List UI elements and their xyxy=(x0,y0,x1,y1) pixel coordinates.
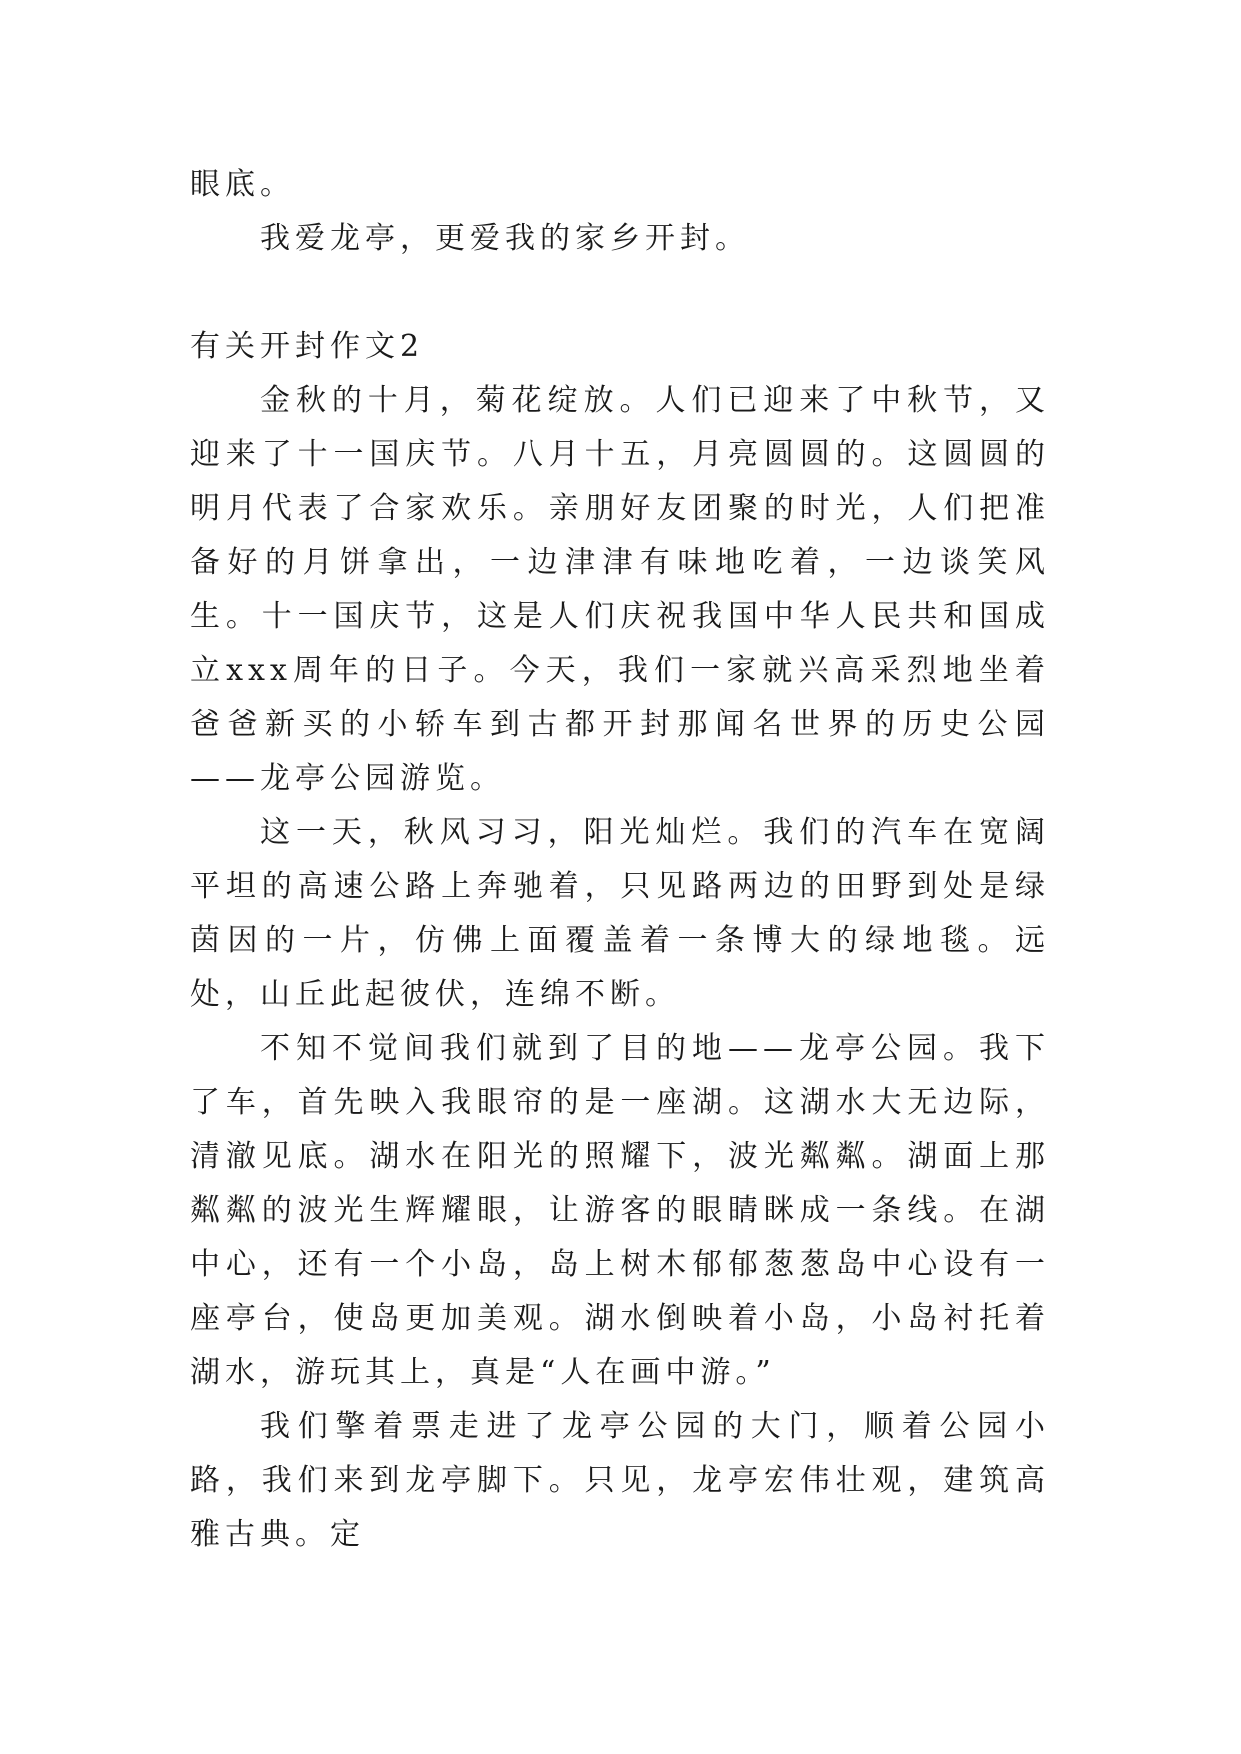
paragraph: 这一天，秋风习习，阳光灿烂。我们的汽车在宽阔平坦的高速公路上奔驰着，只见路两边的田野到处是绿茵因的一片，仿佛上面覆盖着一条博大的绿地毯。远处，山丘此起彼伏，连绵不断。 xyxy=(190,815,1050,1012)
document-body xyxy=(190,158,1050,1562)
previous-essay-closing: 我爱龙亭，更爱我的家乡开封。 xyxy=(260,221,750,256)
paragraph: 我们擎着票走进了龙亭公园的大门，顺着公园小路，我们来到龙亭脚下。只见，龙亭宏伟壮观，建筑高雅古典。定 xyxy=(190,1409,1050,1552)
previous-essay-last-line: 眼底。 xyxy=(190,167,295,202)
essay-title: 有关开封作文2 xyxy=(190,329,425,364)
paragraph: 不知不觉间我们就到了目的地——龙亭公园。我下了车，首先映入我眼帘的是一座湖。这湖水大无边际，清澈见底。湖水在阳光的照耀下，波光粼粼。湖面上那粼粼的波光生辉耀眼，让游客的眼睛眯成一条线。在湖中心，还有一个小岛，岛上树木郁郁葱葱岛中心设有一座亭台，使岛更加美观。湖水倒映着小岛，小岛衬托着湖水，游玩其上，真是“人在画中游。” xyxy=(190,1031,1050,1390)
paragraph: 金秋的十月，菊花绽放。人们已迎来了中秋节，又迎来了十一国庆节。八月十五，月亮圆圆的。这圆圆的明月代表了合家欢乐。亲朋好友团聚的时光，人们把准备好的月饼拿出，一边津津有味地吃着，一边谈笑风生。十一国庆节，这是人们庆祝我国中华人民共和国成立xxx周年的日子。今天，我们一家就兴高采烈地坐着爸爸新买的小轿车到古都开封那闻名世界的历史公园——龙亭公园游览。 xyxy=(190,383,1050,796)
